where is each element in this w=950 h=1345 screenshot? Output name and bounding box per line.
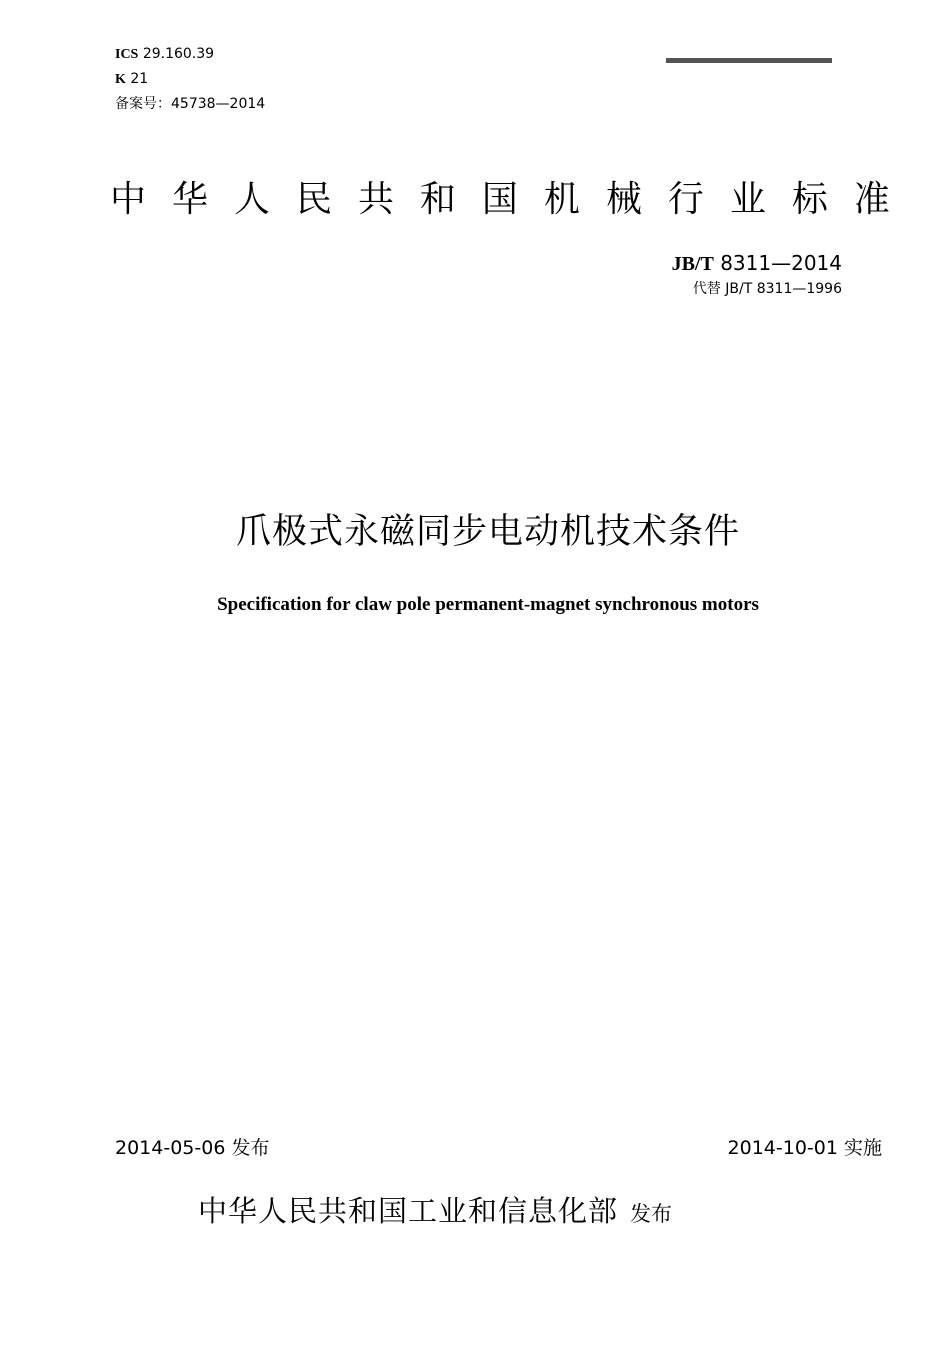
publisher-org: 中华人民共和国工业和信息化部	[198, 1194, 619, 1228]
ics-value: 29.160.39	[142, 46, 215, 62]
publisher-suffix: 发布	[630, 1202, 673, 1226]
replaces-standard: 代替 JB/T 8311—1996	[692, 281, 842, 297]
standard-number-value: 8311—2014	[720, 251, 842, 275]
standard-title-char: 国	[481, 179, 518, 220]
standard-title-char: 人	[233, 179, 270, 220]
ccs-line	[115, 67, 265, 92]
standard-title-char: 民	[295, 179, 332, 220]
standard-title-char: 械	[605, 179, 642, 220]
standard-title-char: 业	[729, 179, 766, 220]
standard-title-char: 标	[791, 179, 828, 220]
effective-date: 2014-10-01 实施	[727, 1137, 882, 1159]
document-title-en: Specification for claw pole permanent-magnet synchronous motors	[217, 594, 759, 615]
ccs-value: 21	[130, 71, 149, 87]
classification-block	[115, 42, 265, 117]
header-rule	[666, 58, 832, 63]
standard-title-char: 中	[110, 179, 147, 220]
standard-title-char: 准	[853, 179, 890, 220]
standard-title-char: 和	[419, 179, 456, 220]
publisher	[198, 1190, 672, 1235]
standard-type-title	[110, 174, 890, 226]
record-number: 备案号：45738—2014	[115, 96, 266, 112]
document-title-zh: 爪极式永磁同步电动机技术条件	[235, 512, 740, 552]
standard-title-char: 行	[667, 179, 704, 220]
standard-title-char: 机	[543, 179, 580, 220]
issue-date: 2014-05-06 发布	[115, 1137, 270, 1159]
standard-number-block	[672, 249, 842, 300]
ccs-label: K	[115, 72, 126, 87]
ics-line	[115, 42, 265, 67]
standard-title-char: 华	[171, 179, 208, 220]
standard-title-char: 共	[357, 179, 394, 220]
standard-number	[672, 249, 842, 278]
ics-label: ICS	[115, 47, 139, 62]
standard-number-prefix: JB/T	[671, 253, 714, 275]
